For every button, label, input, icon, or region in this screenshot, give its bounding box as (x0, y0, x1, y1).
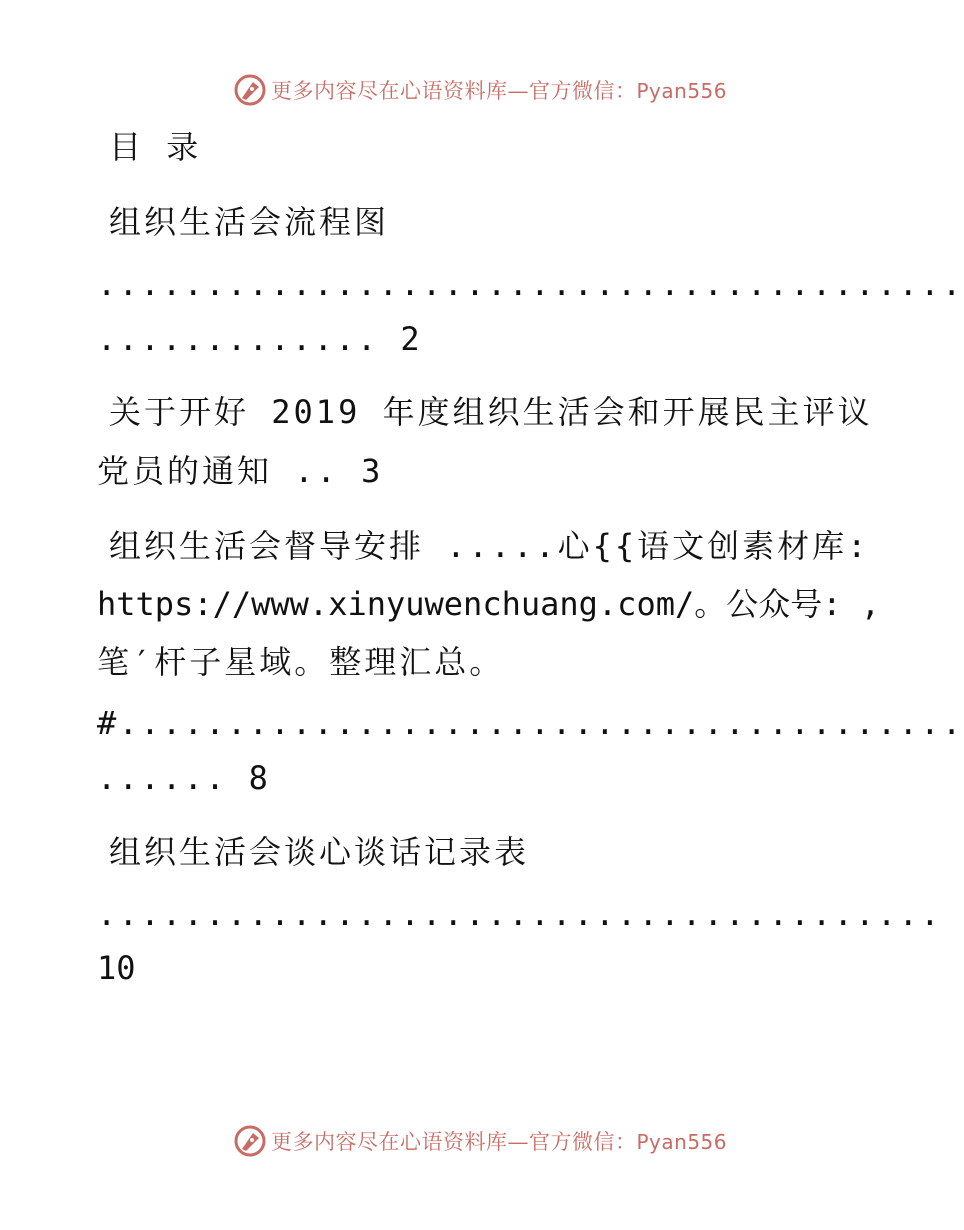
toc-leader-dots: #....................................... (97, 704, 964, 742)
toc-heading: 目 录 (109, 128, 202, 166)
toc-leader-dots: ........................................ (97, 265, 964, 303)
toc-entry-title: 组织生活会督导安排 .....心{{语文创素材库: (109, 527, 870, 565)
watermark-text: 更多内容尽在心语资料库—官方微信：Pyan556 (271, 1130, 728, 1154)
toc-leader-page: ............. 2 (97, 320, 422, 358)
toc-page-number: 10 (97, 949, 136, 987)
toc-entry-title: 关于开好 2019 年度组织生活会和开展民主评议 (109, 393, 873, 431)
toc-entry-continuation: 党员的通知 .. 3 (97, 452, 384, 490)
pen-nib-logo-icon (233, 1124, 267, 1158)
toc-entry-continuation: https://www.xinyuwenchuang.com/。公众号: , (97, 585, 881, 623)
watermark-text: 更多内容尽在心语资料库—官方微信：Pyan556 (271, 79, 728, 103)
toc-entry-continuation: 笔′杆子星域。整理汇总。 (97, 643, 505, 681)
pen-nib-logo-icon (233, 73, 267, 107)
watermark-banner-bottom (233, 1121, 727, 1161)
toc-leader-page: ...... 8 (97, 759, 271, 797)
toc-entry-title: 组织生活会谈心谈话记录表 (109, 833, 530, 871)
toc-leader-dots: ....................................... (97, 895, 942, 933)
watermark-banner-top (233, 70, 727, 110)
toc-entry-title: 组织生活会流程图 (109, 203, 390, 241)
